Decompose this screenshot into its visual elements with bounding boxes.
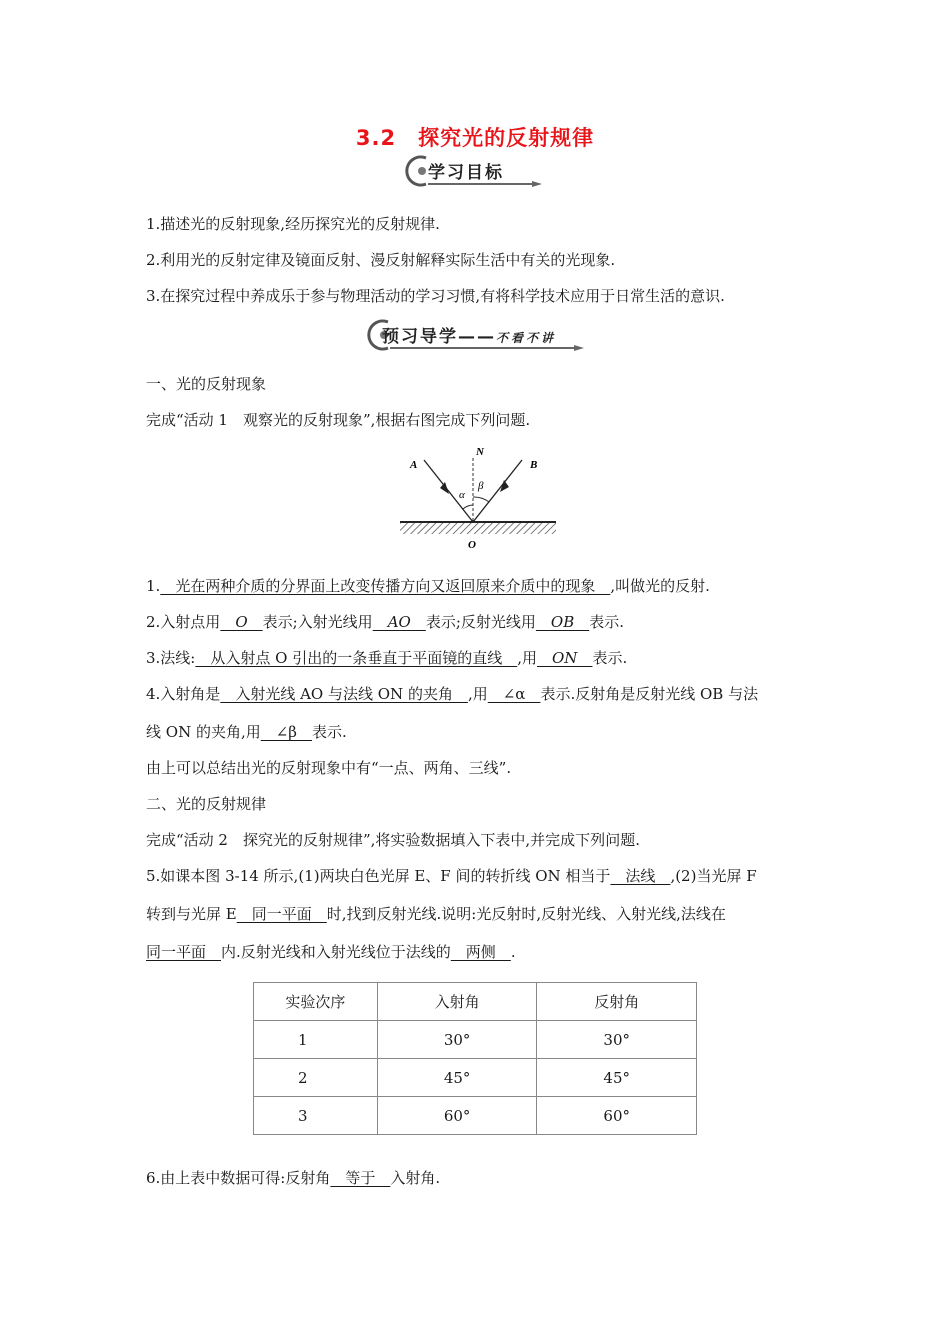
label-o: O <box>468 539 476 551</box>
activity-1: 完成“活动 1 观察光的反射现象”,根据右图完成下列问题. <box>146 411 531 429</box>
q3-text: 3.法线: <box>146 649 196 667</box>
q2-text: 表示;入射光线用 <box>262 613 373 631</box>
q1-text: ,叫做光的反射. <box>610 577 710 595</box>
angle-beta-arc <box>473 497 489 502</box>
q5-text: ,(2)当光屏 F <box>670 867 757 885</box>
q2-text: 2.入射点用 <box>146 613 221 631</box>
experiment-table <box>253 982 697 1135</box>
q5-answer-2: 同一平面 <box>236 905 327 923</box>
q5-text: 转到与光屏 E <box>146 905 237 923</box>
goal-2: 2.利用光的反射定律及镜面反射、漫反射解释实际生活中有关的光现象. <box>146 251 616 269</box>
question-5-cont <box>146 904 726 924</box>
goal-3: 3.在探究过程中养成乐于参与物理活动的学习习惯,有将科学技术应用于日常生活的意识. <box>146 287 725 305</box>
mirror-surface <box>400 522 556 534</box>
label-a: A <box>410 459 418 471</box>
label-alpha: α <box>459 489 465 501</box>
question-2 <box>146 612 624 632</box>
table-header: 入射角 <box>377 983 537 1021</box>
table-header: 反射角 <box>537 983 697 1021</box>
q3-text: 表示. <box>592 649 628 667</box>
q4-text: 表示. <box>311 723 347 741</box>
q2-text: 表示;反射光线用 <box>425 613 536 631</box>
table-header-row <box>254 983 697 1021</box>
q6-answer: 等于 <box>330 1169 391 1187</box>
q2-answer-1: O <box>220 613 263 631</box>
question-1 <box>146 576 710 596</box>
question-5-cont2 <box>146 942 516 962</box>
q5-text: 内.反射光线和入射光线位于法线的 <box>221 943 451 961</box>
preview-guide-banner <box>366 318 586 352</box>
q4-text: 表示.反射角是反射光线 OB 与法 <box>540 685 759 703</box>
incident-arrow-icon <box>440 482 449 494</box>
table-cell: 2 <box>254 1059 378 1097</box>
section-2-heading: 二、光的反射规律 <box>146 795 267 813</box>
question-6 <box>146 1168 440 1188</box>
q5-answer-1: 法线 <box>610 867 671 885</box>
table-cell: 30° <box>377 1021 537 1059</box>
q6-text: 6.由上表中数据可得:反射角 <box>146 1169 331 1187</box>
reflection-diagram <box>396 442 566 552</box>
table-cell: 30° <box>537 1021 697 1059</box>
angle-alpha-arc <box>463 505 473 509</box>
q4-text: 4.入射角是 <box>146 685 221 703</box>
goal-1: 1.描述光的反射现象,经历探究光的反射规律. <box>146 215 440 233</box>
banner-sub: 不看不讲 <box>496 331 557 345</box>
table-cell: 60° <box>537 1097 697 1135</box>
table-cell: 3 <box>254 1097 378 1135</box>
q1-answer: 光在两种介质的分界面上改变传播方向又返回原来介质中的现象 <box>160 577 611 595</box>
table-row <box>254 1059 697 1097</box>
banner-dash: —— <box>458 327 496 347</box>
q2-answer-3: OB <box>535 613 590 631</box>
learning-goals-banner <box>404 154 544 188</box>
q3-text: ,用 <box>517 649 537 667</box>
q3-answer-2: ON <box>537 649 593 667</box>
q3-answer-1: 从入射点 O 引出的一条垂直于平面镜的直线 <box>195 649 518 667</box>
banner-main: 预习导学 <box>382 327 458 347</box>
table-cell: 45° <box>537 1059 697 1097</box>
table-row <box>254 1021 697 1059</box>
q4-text: ,用 <box>467 685 488 703</box>
table-cell: 1 <box>254 1021 378 1059</box>
q4-answer-1: 入射光线 AO 与法线 ON 的夹角 <box>220 685 468 703</box>
page-title: 3.2 探究光的反射规律 <box>355 126 595 150</box>
question-4-cont <box>146 722 347 742</box>
label-beta: β <box>478 480 484 492</box>
activity-2: 完成“活动 2 探究光的反射规律”,将实验数据填入下表中,并完成下列问题. <box>146 831 640 849</box>
table-header: 实验次序 <box>254 983 378 1021</box>
question-5 <box>146 866 757 886</box>
q5-text: 5.如课本图 3-14 所示,(1)两块白色光屏 E、F 间的转折线 ON 相当于 <box>146 867 611 885</box>
label-b: B <box>530 459 538 471</box>
q5-answer-3: 同一平面 <box>146 943 222 961</box>
banner-label: 学习目标 <box>428 163 504 183</box>
q2-text: 表示. <box>589 613 624 631</box>
section-1-heading: 一、光的反射现象 <box>146 375 267 393</box>
q2-answer-2: AO <box>372 613 426 631</box>
summary-line: 由上可以总结出光的反射现象中有“一点、两角、三线”. <box>146 759 512 777</box>
q5-answer-4: 两侧 <box>450 943 511 961</box>
q5-text: . <box>510 943 516 961</box>
banner-label <box>382 322 556 347</box>
table-cell: 45° <box>377 1059 537 1097</box>
question-4 <box>146 684 758 704</box>
q4-text: 线 ON 的夹角,用 <box>146 723 261 741</box>
label-n: N <box>476 446 484 458</box>
table-cell: 60° <box>377 1097 537 1135</box>
q5-text: 时,找到反射光线.说明:光反射时,反射光线、入射光线,法线在 <box>326 905 726 923</box>
incident-ray <box>424 460 473 522</box>
table-row <box>254 1097 697 1135</box>
q4-answer-3: ∠β <box>260 723 312 741</box>
question-3 <box>146 648 627 668</box>
q6-text: 入射角. <box>390 1169 441 1187</box>
q1-text: 1. <box>146 577 161 595</box>
q4-answer-2: ∠α <box>487 685 541 703</box>
